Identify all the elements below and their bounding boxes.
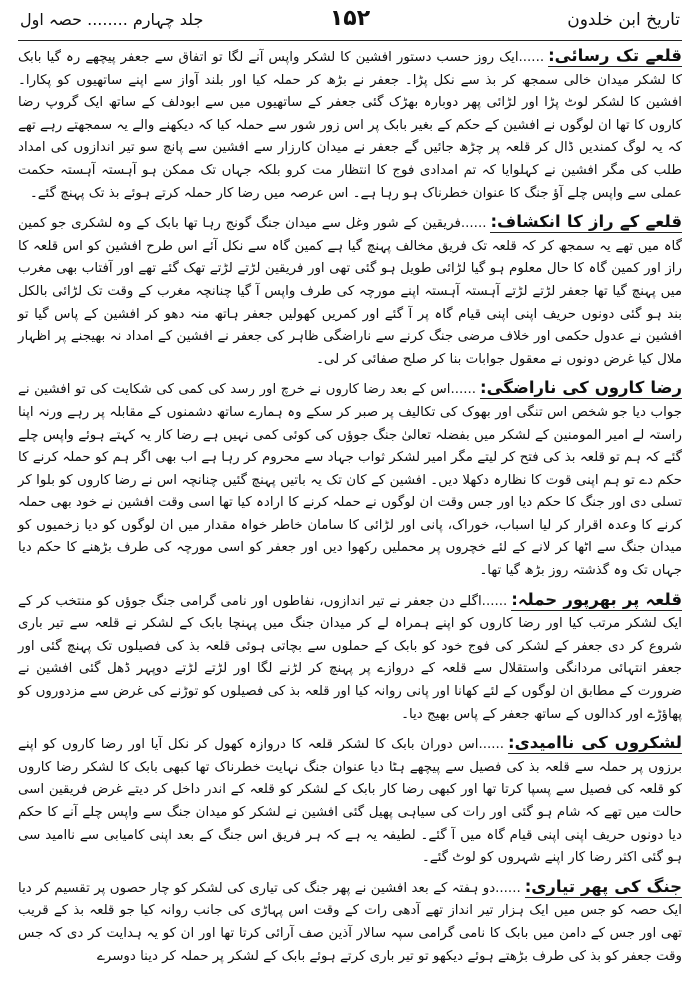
section [18, 732, 682, 870]
paragraph [18, 45, 682, 205]
paragraph [18, 589, 682, 727]
section-heading: رضا کاروں کی ناراضگی: [479, 378, 682, 398]
section-text: ......ایک روز حسب دستور افشین کا لشکر واپس آنے لگا تو اتفاق سے جعفر پیچھے رہ گیا بابک کا لشکر میدان خالی سمجھ کر بذ سے نکل پڑا۔ جعفر نے بڑھ کر حملہ کیا اور بلند آواز سے اپنے ساتھیوں کو پکارا۔ افشین کا لشکر لوٹ پڑا اور لڑائی پھر دوبارہ بھڑک گئی جعفر کے ساتھیوں میں سے ابودلف کے ساتھ ایک گروپ رضا کاروں کا تھا ان لوگوں نے افشین کے حکم کے بغیر بابک پر اس زور شور سے حملہ کیا کہ دیکھنے والے یہ سمجھتے رہے تھے کہ یہ لوگ کمندیں ڈال کر قلعہ پر چڑھ جائیں گے جعفر نے میدان کارزار سے افشین سے پانچ سو تیر اندازوں کی امداد طلب کی مگر افشین نے کہلوایا کہ تم امدادی فوج کا انتظار مت کرو بلکہ جہاں تک ممکن ہو آہستہ آہستہ حکمت عملی سے واپس چلے آؤ جنگ کا عنوان خطرناک ہو رہا ہے۔ اس عرصہ میں رضا کار حملہ کرتے ہوئے بذ تک پہنچ گئے۔ [18, 50, 682, 201]
section [18, 211, 682, 371]
section [18, 589, 682, 727]
section-text: ......اس دوران بابک کا لشکر قلعہ کا دروازہ کھول کر نکل آیا اور رضا کاروں کو اپنے برزوں پر حملہ سے قلعہ بذ کی فصیل سے پیچھے ہٹا دیا عنوان جنگ نہایت خطرناک تھا کبھی بابک کا لشکر رضا کاروں کو قلعہ کی فصیل سے پسپا کرتا تھا اور کبھی رضا کار بابک کے لشکر کو قلعہ کے اندر داخل کر دیتے غرض فریقین اسی حالت میں تھے کہ شام ہو گئی اور رات کی سیاہی پھیل گئی افشین نے لشکر کو میدان جنگ سے واپس چلے آنے کا حکم دیا دونوں حریف اپنی اپنی قیام گاہ میں آ گئے۔ لطیفہ یہ ہے کہ ہر فریق اس جنگ کے بعد اپنی کامیابی سے ناامید سی ہو گئی اکثر رضا کار اپنے شہروں کو لوٹ گئے۔ [18, 737, 682, 866]
paragraph [18, 211, 682, 371]
section-text: ......اس کے بعد رضا کاروں نے خرچ اور رسد کی کمی کی شکایت کی تو افشین نے جواب دیا جو شخص اس تنگی اور بھوک کی تکالیف پر صبر کر سکے وہ ہمارے ساتھ دشمنوں کے مقابلہ پر رہے ورنہ اپنا راستہ لے امیر المومنین کے لشکر میں بفضلہ تعالیٰ جنگ جوؤں کی کوئی کمی نہیں ہے رضا کار یہ کہتے ہوئے واپس چلے گئے کہ ہم تو قلعہ بذ کی فتح کر لیتے مگر امیر لشکر ثواب جہاد سے محروم کر رہا ہے اب بھی اگر ہم کو حملہ کرنے کا حکم دے تو ہم اپنی قوت کا نظارہ دکھلا دیں۔ افشین کے کان تک یہ باتیں پہنچ گئیں چنانچہ اس نے رضا کاروں کو بلوا کر تسلی دی اور جنگ کا حکم دیا اور جس وقت ان لوگوں نے حملہ کرنے کا ارادہ کیا تھا اسی وقت افشین نے خود بھی حملہ کرنے کا وعدہ اقرار کر لیا اسباب، خوراک، پانی اور لڑائی کا سامان خاطر خواہ مقدار میں ان لوگوں کو دیا زخمیوں کو میدان جنگ سے اٹھا کر لانے کے لئے خچروں پر محملیں رکھوا دیں اور جعفر کو اسی مورچہ کی طرف بڑھنے کا حکم دیا جہاں تک وہ گذشتہ روز بڑھ گیا تھا۔ [18, 382, 682, 579]
section [18, 45, 682, 205]
section-heading: قلعے کے راز کا انکشاف: [490, 212, 682, 232]
book-title: تاریخ ابن خلدون [567, 10, 680, 30]
paragraph [18, 732, 682, 870]
page-header [18, 6, 682, 41]
volume-label: جلد چہارم ........ حصہ اول [20, 10, 204, 29]
section-heading: قلعے تک رسائی: [548, 46, 682, 65]
section-heading: قلعہ پر بھرپور حملہ: [511, 589, 683, 609]
section-text: ......دو ہفتہ کے بعد افشین نے پھر جنگ کی تیاری کی لشکر کو چار حصوں پر تقسیم کر دیا ایک حصہ کو جس میں ایک ہزار تیر انداز تھے آدھی رات کے وقت اس پہاڑی کی جانب روانہ کیا جو قلعہ بذ کے قریب تھی اور جس کے دامن میں بابک کا نامی گرامی سپہ سالار آذین صف آرائی کرتا تھا اور ان کو یہ ہدایت کر دی کہ جس وقت جعفر کو بذ کی طرف بڑھتے ہوئے دیکھو تو تیر باری کرتے ہوئے بابک کے لشکر پر حملہ کر دینا دوسرے [18, 880, 682, 964]
section [18, 377, 682, 582]
page-body [18, 45, 682, 968]
page-number: ۱۵۲ [329, 6, 371, 31]
section [18, 876, 682, 968]
paragraph [18, 876, 682, 968]
paragraph [18, 377, 682, 582]
section-text: ......اگلے دن جعفر نے تیر اندازوں، نفاطوں اور نامی گرامی جنگ جوؤں کو منتخب کر کے ایک لشکر مرتب کیا اور رضا کاروں کو اپنے ہمراہ لے کر میدان جنگ میں پہنچا بابک کے لشکر نے قلعہ سے تیر باری شروع کر دی جعفر کے لشکر کی فوج خود کو بابک کے حملوں سے بچاتی ہوئی قلعہ بذ کی فصیلوں تک پہنچ گئی اور جعفر انتہائی مردانگی واستقلال سے قلعہ کے دروازے پر پہنچ کر لڑنے لگا اور لڑتے لڑتے دوپہر ڈھل گئی افشین نے ضرورت کے مطابق ان لوگوں کے لئے کھانا اور پانی روانہ کیا اور قلعہ بذ کی فصیلوں کو توڑنے کی غرض سے مزدوروں کو پھاؤڑے اور کدالوں کے ساتھ جعفر کے پاس بھیج دیا۔ [18, 593, 682, 722]
section-heading: لشکروں کی ناامیدی: [507, 733, 682, 753]
section-heading: جنگ کی پھر تیاری: [524, 876, 682, 896]
section-text: ......فریقین کے شور وغل سے میدان جنگ گونج رہا تھا بابک کے وہ لشکری جو کمین گاہ میں تھے یہ سمجھ کر کہ قلعہ تک فریق مخالف پہنچ گیا ہے کمین گاہ سے نکل آئے اس طرح افشین کو اس قلعہ کا راز اور کمین گاہ کا حال معلوم ہو گیا لڑائی طویل ہو گئی تھی اور فریقین لڑتے لڑتے تھک گئے تھے اور آفتاب بھی مغرب میں پہنچ گیا تھا جعفر لڑتے لڑتے آہستہ آہستہ اپنے مورچہ کی طرف واپس آ گیا چنانچہ مغرب کے وقت تک لڑائی بالکل بند ہو گئی دونوں حریف اپنی اپنی قیام گاہ پر آ گئے اور کمریں کھولیں جعفر ہاتھ منہ دھو کر افشین کے پاس گیا تو افشین نے عدول حکمی اور خلاف مرضی جنگ کرنے سے ناراضگی ظاہر کی جعفر نے افشین کے امداد نہ بھیجنے پر اظہار ملال کیا غرض دونوں نے معقول جوابات بنا کر صلح صفائی کر لی۔ [18, 216, 682, 367]
